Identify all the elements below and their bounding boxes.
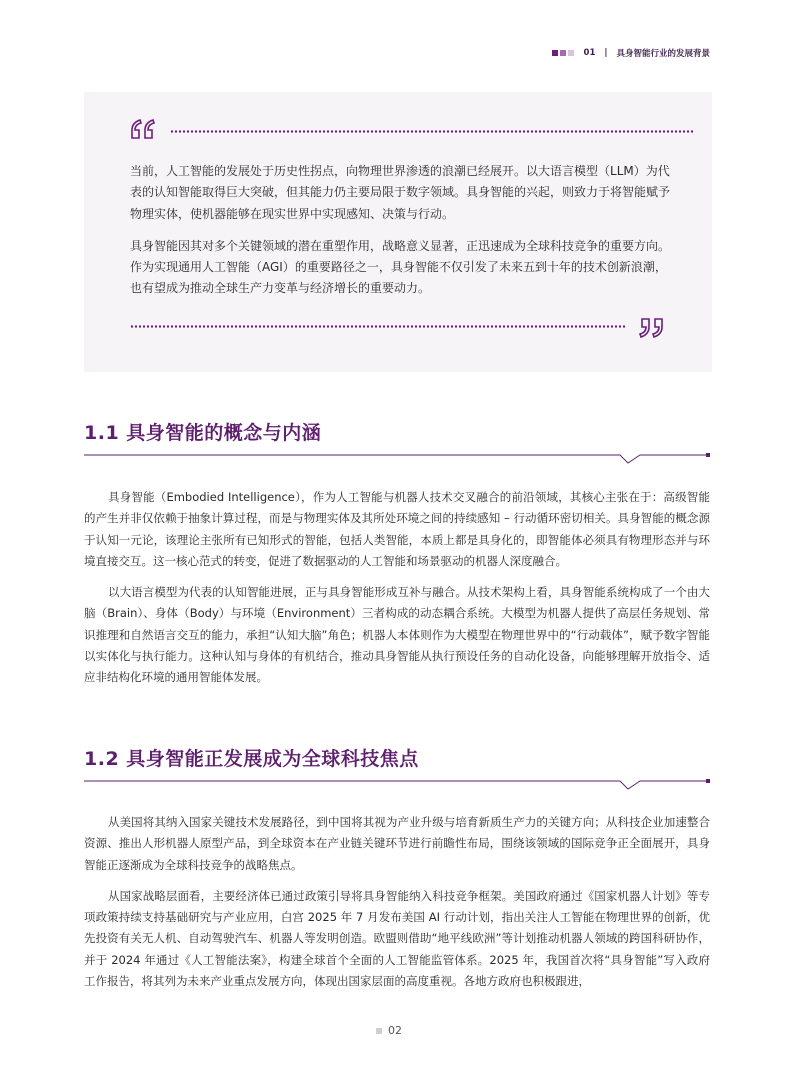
section-2-body [84, 812, 710, 1002]
chapter-number: 01 [583, 48, 596, 58]
section-1-body [84, 487, 710, 699]
close-quote-icon [638, 317, 664, 339]
quote-paragraph: 当前，人工智能的发展处于历史性拐点，向物理世界渗透的浪潮已经展开。以大语言模型（LLM）为代表的认知智能取得巨大突破，但其能力仍主要局限于数字领域。具身智能的兴起，则致力于将智能赋予物理实体，使机器能够在现实世界中实现感知、决策与行动。 [130, 164, 671, 221]
quote-text [130, 161, 670, 311]
section-1-title-rule [84, 451, 712, 465]
header-square-dark [552, 50, 558, 56]
header-squares [552, 50, 574, 56]
page-footer [376, 1024, 402, 1037]
section-1-paragraph: 具身智能（Embodied Intelligence），作为人工智能与机器人技术交叉融合的前沿领域，其核心主张在于：高级智能的产生并非仅依赖于抽象计算过程，而是与物理实体及其所处环境之间的持续感知 – 行动循环密切相关。具身智能的概念源于认知一元论，该理论主张所有已知形式的智能，包括人类智能，本质上都是具身化的，即智能体必须具有物理形态并与环境直接交互。这一核心范式的转变，促进了数据驱动的人工智能和场景驱动的机器人深度融合。 [84, 490, 710, 568]
section-2-paragraph: 从美国将其纳入国家关键技术发展路径，到中国将其视为产业升级与培育新质生产力的关键方向；从科技企业加速整合资源、推出人形机器人原型产品，到全球资本在产业链关键环节进行前瞻性布局，围绕该领域的国际竞争正全面展开，具身智能正逐渐成为全球科技竞争的战略焦点。 [84, 815, 710, 872]
header-square-mid [560, 50, 566, 56]
section-2-paragraph: 从国家战略层面看，主要经济体已通过政策引导将具身智能纳入科技竞争框架。美国政府通过《国家机器人计划》等专项政策持续支持基础研究与产业应用，白宫 2025 年 7 月发布美国 AI 行动计划，指出关注人工智能在物理世界的创新，优先投资有关无人机、自动驾驶汽车、机器人等发明创造。欧盟则借助“地平线欧洲”等计划推动机器人领域的跨国科研协作，并于 2024 年通过《人工智能法案》，构建全球首个全面的人工智能监管体系。2025 年，我国首次将“具身智能”写入政府工作报告，将其列为未来产业重点发展方向，体现出国家层面的高度重视。各地方政府也积极跟进， [84, 888, 710, 989]
section-1-title: 1.1 具身智能的概念与内涵 [84, 422, 322, 444]
page-number-marker [376, 1028, 382, 1034]
quote-bottom-divider [130, 325, 626, 328]
section-2-title: 1.2 具身智能正发展成为全球科技焦点 [84, 748, 419, 770]
header-square-light [568, 50, 574, 56]
section-2-title-rule [84, 777, 712, 791]
header-separator: | [604, 48, 608, 58]
chapter-title: 具身智能行业的发展背景 [616, 49, 710, 59]
section-1-paragraph: 以大语言模型为代表的认知智能进展，正与具身智能形成互补与融合。从技术架构上看，具身智能系统构成了一个由大脑（Brain）、身体（Body）与环境（Environment）三者构成的动态耦合系统。大模型为机器人提供了高层任务规划、常识推理和自然语言交互的能力，承担“认知大脑”角色；机器人本体则作为大模型在物理世界中的“行动载体”，赋予数字智能以实体化与执行能力。这种认知与身体的有机结合，推动具身智能从执行预设任务的自动化设备，向能够理解开放指令、适应非结构化环境的通用智能体发展。 [84, 585, 710, 685]
open-quote-icon [130, 118, 156, 140]
quote-paragraph: 具身智能因其对多个关键领域的潜在重塑作用，战略意义显著，正迅速成为全球科技竞争的重要方向。作为实现通用人工智能（AGI）的重要路径之一，具身智能不仅引发了未来五到十年的技术创新浪潮，也有望成为推动全球生产力变革与经济增长的重要动力。 [130, 238, 671, 296]
quote-top-divider [170, 130, 694, 133]
page-header [552, 46, 710, 60]
page-number: 02 [388, 1024, 402, 1037]
